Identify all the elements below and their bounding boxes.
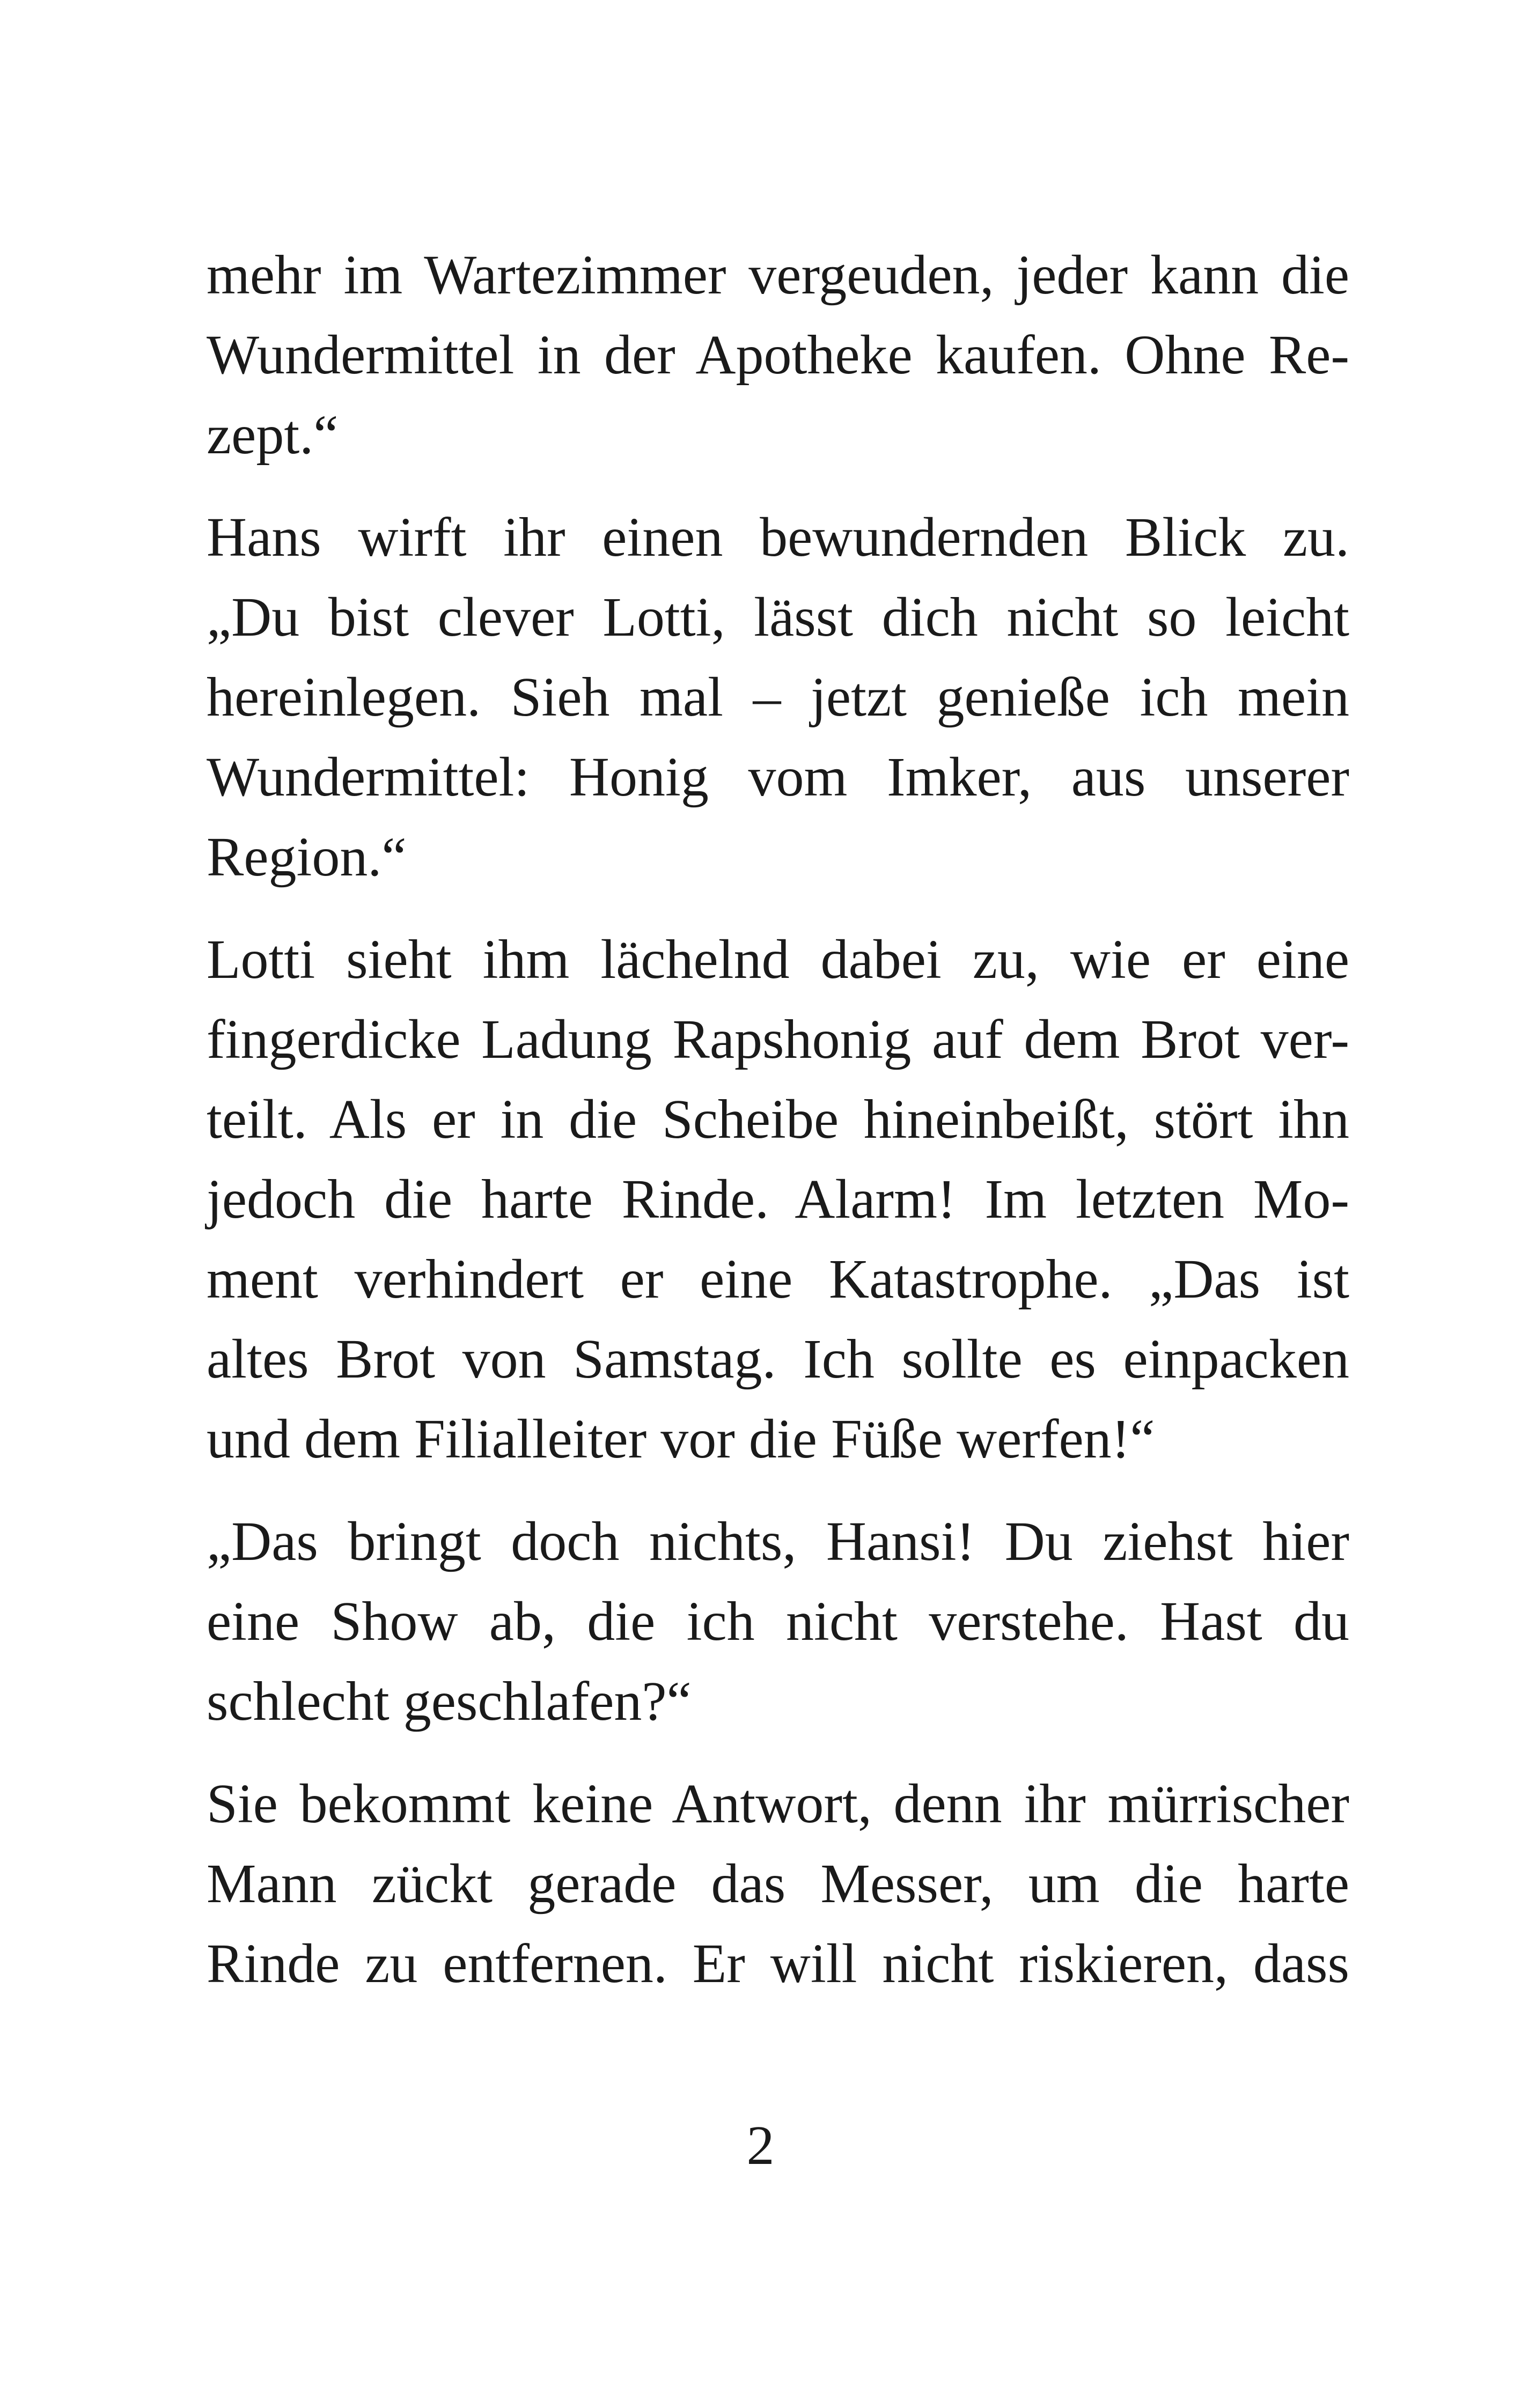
paragraph-5 [207,1764,1349,2004]
page-number: 2 [746,2115,775,2176]
text-line: fingerdicke Ladung Rapshonig auf dem Brot ver- [207,1008,1349,1070]
text-line: „Du bist clever Lotti, lässt dich nicht so leicht [207,586,1349,648]
text-line: Sie bekommt keine Antwort, denn ihr mürrischer [207,1773,1349,1835]
text-line: schlecht geschlafen?“ [207,1670,692,1732]
text-line: altes Brot von Samstag. Ich sollte es einpacken [207,1328,1349,1390]
text-line: Hans wirft ihr einen bewundernden Blick zu. [207,506,1349,568]
text-line: ment verhindert er eine Katastrophe. „Das ist [207,1248,1349,1310]
text-line: Wundermittel: Honig vom Imker, aus unserer [207,746,1349,808]
text-line: hereinlegen. Sieh mal – jetzt genieße ich mein [207,666,1349,728]
text-line: „Das bringt doch nichts, Hansi! Du ziehst hier [207,1511,1349,1572]
body-text [207,235,1349,2026]
paragraph-1 [207,235,1349,475]
paragraph-3 [207,919,1349,1479]
text-line: zept.“ [207,404,339,466]
paragraph-4 [207,1501,1349,1741]
text-line: Mann zückt gerade das Messer, um die harte [207,1853,1349,1914]
text-line: Lotti sieht ihm lächelnd dabei zu, wie er eine [207,929,1349,990]
text-line: Region.“ [207,826,407,888]
text-line: eine Show ab, die ich nicht verstehe. Hast du [207,1590,1349,1652]
text-line: und dem Filialleiter vor die Füße werfen!“ [207,1408,1155,1470]
text-line: Rinde zu entfernen. Er will nicht riskieren, dass [207,1933,1349,1994]
text-line: teilt. Als er in die Scheibe hineinbeißt, stört ihn [207,1088,1349,1150]
paragraph-2 [207,497,1349,897]
text-line: jedoch die harte Rinde. Alarm! Im letzten Mo- [207,1168,1349,1230]
text-line: Wundermittel in der Apotheke kaufen. Ohne Re- [207,324,1349,386]
text-line: mehr im Wartezimmer vergeuden, jeder kann die [207,244,1349,306]
